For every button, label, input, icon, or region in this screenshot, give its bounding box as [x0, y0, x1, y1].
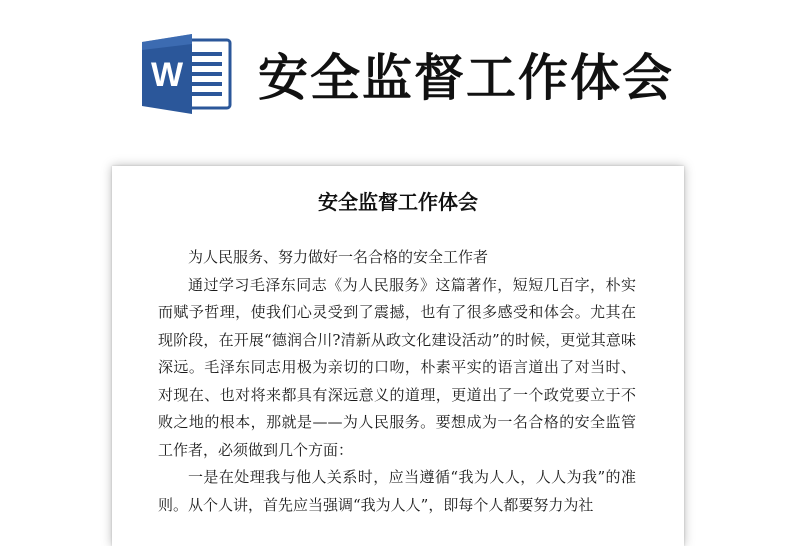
header-banner	[0, 0, 800, 140]
document-paragraph: 为人民服务、努力做好一名合格的安全工作者	[188, 248, 489, 266]
document-paragraph: 一是在处理我与他人关系时，应当遵循“我为人人，人人为我”的准则。从个人讲，首先应当强调“我为人人”，即每个人都要努力为社	[158, 468, 636, 514]
document-title: 安全监督工作体会	[318, 190, 478, 214]
word-document-icon	[140, 32, 232, 116]
header-title: 安全监督工作体会	[258, 49, 674, 107]
document-page	[112, 166, 684, 546]
word-icon-letter: W	[150, 56, 184, 94]
document-body	[158, 244, 636, 519]
document-paragraph: 通过学习毛泽东同志《为人民服务》这篇著作，短短几百字，朴实而赋予哲理，使我们心灵受到了震撼，也有了很多感受和体会。尤其在现阶段，在开展“德润合川?清新从政文化建设活动”的时候，更觉其意味深远。毛泽东同志用极为亲切的口吻，朴素平实的语言道出了对当时、对现在、也对将来都具有深远意义的道理，更道出了一个政党要立于不败之地的根本，那就是——为人民服务。要想成为一名合格的安全监管工作者，必须做到几个方面：	[158, 275, 636, 459]
